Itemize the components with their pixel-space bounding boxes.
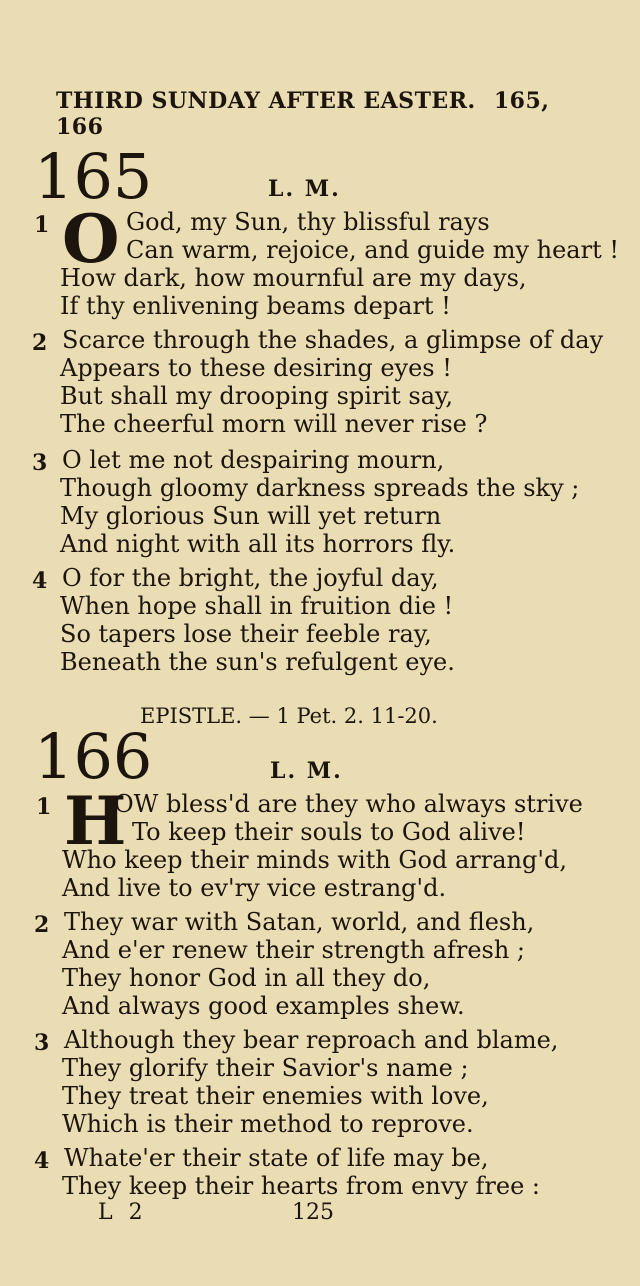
verse-line: To keep their souls to God alive! xyxy=(132,818,526,846)
verse-line: They honor God in all they do, xyxy=(62,964,431,992)
hymn-meter-166: L. M. xyxy=(270,758,343,784)
verse-number: 3 xyxy=(32,450,48,476)
verse-line: And e'er renew their strength afresh ; xyxy=(62,936,526,964)
verse-number: 4 xyxy=(32,568,48,594)
drop-cap: H xyxy=(64,782,127,860)
verse-line: Can warm, rejoice, and guide my heart ! xyxy=(126,236,619,264)
verse-number: 1 xyxy=(36,794,52,820)
verse-line: If thy enlivening beams depart ! xyxy=(60,292,451,320)
hymn-meter-165: L. M. xyxy=(268,176,341,202)
verse-number: 1 xyxy=(34,212,50,238)
hymn-number-165: 165 xyxy=(34,140,153,213)
verse-line: They treat their enemies with love, xyxy=(62,1082,489,1110)
drop-cap: O xyxy=(62,200,120,278)
verse-line: They war with Satan, world, and flesh, xyxy=(64,908,535,936)
verse-number: 3 xyxy=(34,1030,50,1056)
verse-line: My glorious Sun will yet return xyxy=(60,502,442,530)
signature-letter: L xyxy=(98,1200,113,1225)
verse-line: Who keep their minds with God arrang'd, xyxy=(62,846,567,874)
verse-line: And night with all its horrors fly. xyxy=(60,530,456,558)
verse-line: How dark, how mournful are my days, xyxy=(60,264,527,292)
verse-line: The cheerful morn will never rise ? xyxy=(60,410,488,438)
verse-number: 4 xyxy=(34,1148,50,1174)
verse-line: Whate'er their state of life may be, xyxy=(64,1144,489,1172)
epistle-reference: EPISTLE. — 1 Pet. 2. 11-20. xyxy=(140,704,438,728)
verse-line: So tapers lose their feeble ray, xyxy=(60,620,432,648)
verse-line: But shall my drooping spirit say, xyxy=(60,382,453,410)
running-header xyxy=(56,88,586,140)
verse-line: They glorify their Savior's name ; xyxy=(62,1054,469,1082)
verse-line: And live to ev'ry vice estrang'd. xyxy=(62,874,447,902)
page-number: 125 xyxy=(292,1200,334,1225)
verse-line: O for the bright, the joyful day, xyxy=(62,564,439,592)
signature-number: 2 xyxy=(128,1200,143,1225)
verse-line: God, my Sun, thy blissful rays xyxy=(126,208,490,236)
verse-line: Scarce through the shades, a glimpse of day xyxy=(62,326,604,354)
verse-line: And always good examples shew. xyxy=(62,992,465,1020)
hymn-number-166: 166 xyxy=(34,720,153,793)
verse-number: 2 xyxy=(32,330,48,356)
verse-line: O let me not despairing mourn, xyxy=(62,446,445,474)
verse-line: Which is their method to reprove. xyxy=(62,1110,474,1138)
verse-number: 2 xyxy=(34,912,50,938)
verse-line: When hope shall in fruition die ! xyxy=(60,592,454,620)
verse-line: OW bless'd are they who always strive xyxy=(114,790,583,818)
verse-line: Appears to these desiring eyes ! xyxy=(60,354,452,382)
header-title: THIRD SUNDAY AFTER EASTER. xyxy=(56,88,476,114)
header-hymn-numbers: 165, 166 xyxy=(56,88,550,140)
verse-line: Although they bear reproach and blame, xyxy=(64,1026,559,1054)
verse-line: They keep their hearts from envy free : xyxy=(62,1172,540,1200)
verse-line: Though gloomy darkness spreads the sky ; xyxy=(60,474,580,502)
verse-line: Beneath the sun's refulgent eye. xyxy=(60,648,455,676)
signature-mark xyxy=(98,1200,143,1225)
